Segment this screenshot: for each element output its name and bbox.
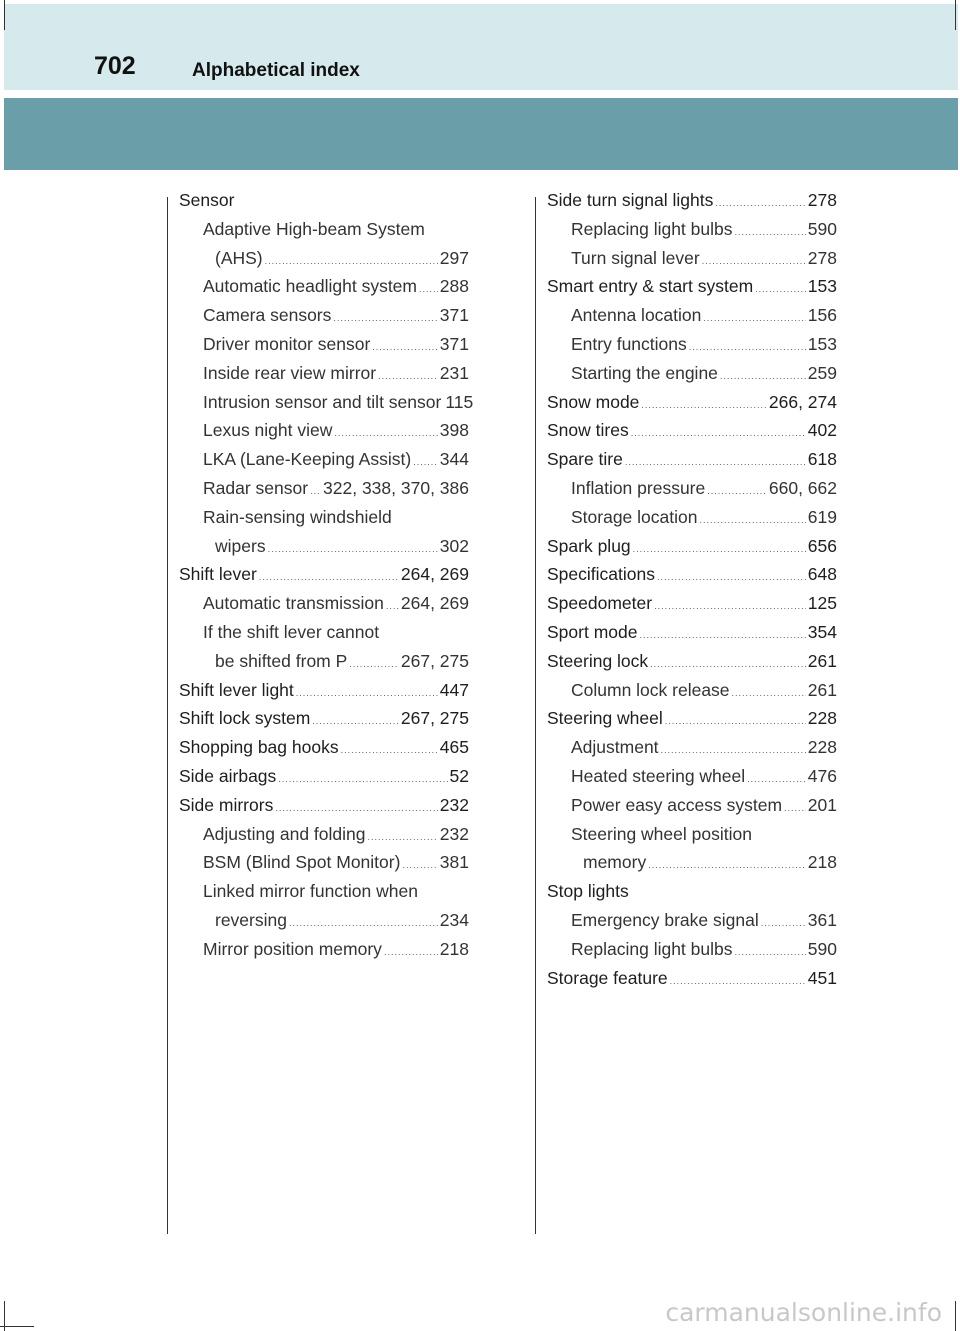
dot-leader xyxy=(755,282,806,296)
index-entry-label: Shift lever light xyxy=(179,679,294,700)
index-entry xyxy=(179,676,469,705)
index-entry-label: Stop lights xyxy=(547,881,629,902)
index-entry xyxy=(547,791,837,820)
dot-leader xyxy=(631,426,806,440)
index-entry-label: Antenna location xyxy=(571,305,702,326)
index-entry-label: Steering lock xyxy=(547,650,649,671)
index-entry xyxy=(179,820,469,849)
index-entry-pages: 590 xyxy=(807,938,837,959)
dot-leader xyxy=(720,369,806,383)
index-entry-label: Adjusting and folding xyxy=(203,823,366,844)
index-entry-label: Spark plug xyxy=(547,535,631,556)
dot-leader xyxy=(639,628,805,642)
index-entry-pages: 234 xyxy=(439,909,469,930)
section-title: Alphabetical index xyxy=(192,60,360,81)
index-entry-pages: 619 xyxy=(807,506,837,527)
crop-mark xyxy=(0,1326,34,1327)
index-entry xyxy=(179,791,469,820)
index-entry-pages: 231 xyxy=(439,362,469,383)
index-entry xyxy=(547,820,837,849)
dot-leader xyxy=(265,254,438,268)
index-entry xyxy=(179,762,469,791)
index-entry-pages: 656 xyxy=(807,535,837,556)
index-entry xyxy=(547,647,837,676)
dot-leader xyxy=(310,484,321,498)
index-entry xyxy=(179,388,474,417)
dot-leader xyxy=(333,311,437,325)
dot-leader xyxy=(334,426,437,440)
index-entry-label: Replacing light bulbs xyxy=(571,218,733,239)
index-entry-label: Storage location xyxy=(571,506,698,527)
index-entry xyxy=(179,244,469,273)
index-entry-label: Inflation pressure xyxy=(571,477,706,498)
index-entry-pages: 232 xyxy=(439,823,469,844)
index-entry-label: Driver monitor sensor xyxy=(203,333,371,354)
index-entry-pages: 259 xyxy=(807,362,837,383)
index-entry xyxy=(179,733,469,762)
index-entry xyxy=(547,416,837,445)
index-entry xyxy=(179,301,469,330)
dot-leader xyxy=(732,686,806,700)
index-entry-pages: 398 xyxy=(439,420,469,441)
dot-leader xyxy=(699,513,805,527)
index-entry-pages: 218 xyxy=(807,852,837,873)
index-entry-pages: 156 xyxy=(807,305,837,326)
index-entry-pages: 232 xyxy=(439,794,469,815)
dot-leader xyxy=(761,916,806,930)
index-entry xyxy=(179,330,469,359)
dot-leader xyxy=(275,801,437,815)
index-entry xyxy=(179,215,469,244)
index-entry-pages: 52 xyxy=(449,765,469,786)
index-entry xyxy=(179,704,469,733)
index-column-right xyxy=(547,186,837,992)
index-entry xyxy=(547,330,837,359)
index-entry-label: Sport mode xyxy=(547,621,638,642)
index-entry xyxy=(547,186,837,215)
index-entry-label: Side turn signal lights xyxy=(547,190,714,210)
index-entry xyxy=(547,445,837,474)
index-entry-label: (AHS) xyxy=(215,247,263,268)
index-entry-pages: 447 xyxy=(439,679,469,700)
dot-leader xyxy=(372,340,438,354)
index-entry xyxy=(547,906,837,935)
header-band xyxy=(4,98,958,170)
index-entry-pages: 125 xyxy=(807,593,837,614)
dot-leader xyxy=(784,801,806,815)
dot-leader xyxy=(349,657,399,671)
index-entry xyxy=(547,733,837,762)
index-entry-label: Entry functions xyxy=(571,333,687,354)
index-entry-label: Side mirrors xyxy=(179,794,274,815)
dot-leader xyxy=(703,311,805,325)
dot-leader xyxy=(650,657,806,671)
index-entry-pages: 402 xyxy=(807,420,837,441)
index-entry xyxy=(547,589,837,618)
index-entry xyxy=(547,762,837,791)
index-entry xyxy=(179,560,469,589)
index-entry xyxy=(179,416,469,445)
index-entry xyxy=(547,272,837,301)
index-entry-label: Turn signal lever xyxy=(571,247,700,268)
index-entry-pages: 261 xyxy=(807,679,837,700)
dot-leader xyxy=(641,398,766,412)
index-entry-label: be shifted from P xyxy=(215,650,348,671)
index-entry-label: If the shift lever cannot xyxy=(203,621,380,642)
index-entry-pages: 590 xyxy=(807,218,837,239)
index-entry-label: reversing xyxy=(215,909,287,930)
page-header xyxy=(4,4,958,90)
index-entry-label: Automatic transmission xyxy=(203,593,384,614)
dot-leader xyxy=(402,858,437,872)
dot-leader xyxy=(378,369,438,383)
index-entry-label: Power easy access system xyxy=(571,794,783,815)
index-entry xyxy=(179,503,469,532)
index-entry-label: Column lock release xyxy=(571,679,730,700)
index-entry-pages: 115 xyxy=(445,391,474,412)
index-entry-pages: 201 xyxy=(807,794,837,815)
dot-leader xyxy=(289,916,438,930)
index-entry-label: Sensor xyxy=(179,190,235,210)
index-entry-label: Lexus night view xyxy=(203,420,333,441)
index-entry-pages: 278 xyxy=(807,190,837,210)
index-entry xyxy=(179,906,469,935)
index-entry-label: Speedometer xyxy=(547,593,653,614)
dot-leader xyxy=(268,542,438,556)
index-entry-label: Steering wheel xyxy=(547,708,663,729)
index-entry xyxy=(179,445,469,474)
index-entry-pages: 218 xyxy=(439,938,469,959)
index-entry xyxy=(547,935,837,964)
index-entry-label: Spare tire xyxy=(547,449,623,470)
dot-leader xyxy=(625,455,806,469)
index-entry xyxy=(547,388,837,417)
index-entry-pages: 266, 274 xyxy=(768,391,837,412)
index-entry-pages: 465 xyxy=(439,737,469,758)
index-entry-pages: 228 xyxy=(807,737,837,758)
index-entry xyxy=(179,589,469,618)
dot-leader xyxy=(341,743,438,757)
index-entry-label: Shift lock system xyxy=(179,708,311,729)
index-entry-pages: 344 xyxy=(439,449,469,470)
index-entry-label: Camera sensors xyxy=(203,305,332,326)
right-column-divider xyxy=(535,197,536,1234)
index-entry-pages: 267, 275 xyxy=(400,708,469,729)
index-entry-pages: 660, 662 xyxy=(768,477,837,498)
index-entry xyxy=(547,877,837,906)
index-entry xyxy=(179,359,469,388)
dot-leader xyxy=(715,196,805,210)
index-entry-label: Snow mode xyxy=(547,391,640,412)
dot-leader xyxy=(665,714,806,728)
dot-leader xyxy=(259,570,399,584)
index-entry-label: Heated steering wheel xyxy=(571,765,746,786)
index-entry-label: Smart entry & start system xyxy=(547,276,754,297)
index-entry-pages: 153 xyxy=(807,333,837,354)
dot-leader xyxy=(735,945,806,959)
watermark: carmanualsonline.info xyxy=(665,1298,942,1327)
index-entry-pages: 476 xyxy=(807,765,837,786)
index-entry-pages: 381 xyxy=(439,852,469,873)
crop-mark xyxy=(955,0,956,30)
index-entry-pages: 297 xyxy=(439,247,469,268)
index-entry-label: Storage feature xyxy=(547,967,668,988)
index-entry-pages: 261 xyxy=(807,650,837,671)
index-entry-label: Side airbags xyxy=(179,765,277,786)
index-entry-label: Adjustment xyxy=(571,737,659,758)
index-entry xyxy=(547,676,837,705)
dot-leader xyxy=(702,254,806,268)
index-entry-label: wipers xyxy=(215,535,266,556)
index-entry-pages: 618 xyxy=(807,449,837,470)
index-entry-label: Automatic headlight system xyxy=(203,276,417,297)
index-entry-pages: 288 xyxy=(439,276,469,297)
dot-leader xyxy=(657,570,806,584)
dot-leader xyxy=(413,455,438,469)
crop-mark xyxy=(4,0,5,30)
dot-leader xyxy=(689,340,806,354)
index-entry-pages: 228 xyxy=(807,708,837,729)
dot-leader xyxy=(296,686,438,700)
index-entry xyxy=(179,532,469,561)
index-entry xyxy=(179,474,469,503)
index-entry-pages: 648 xyxy=(807,564,837,585)
index-entry xyxy=(547,215,837,244)
index-entry xyxy=(547,848,837,877)
index-entry-label: Adaptive High-beam System xyxy=(203,218,425,239)
dot-leader xyxy=(419,282,438,296)
index-entry-label: memory xyxy=(583,852,647,873)
index-entry xyxy=(179,618,469,647)
index-entry xyxy=(179,186,469,215)
index-entry-label: Snow tires xyxy=(547,420,629,441)
index-entry xyxy=(547,964,837,993)
index-entry xyxy=(179,935,469,964)
index-entry-pages: 264, 269 xyxy=(400,593,469,614)
index-entry-label: Rain-sensing windshield xyxy=(203,506,392,527)
index-entry-label: Linked mirror function when xyxy=(203,881,418,902)
dot-leader xyxy=(648,858,806,872)
index-entry xyxy=(547,359,837,388)
index-entry xyxy=(179,272,469,301)
index-entry-label: Inside rear view mirror xyxy=(203,362,377,383)
index-entry-label: Steering wheel position xyxy=(571,823,752,844)
dot-leader xyxy=(384,945,438,959)
dot-leader xyxy=(670,974,806,988)
index-entry-pages: 371 xyxy=(439,333,469,354)
index-entry xyxy=(547,704,837,733)
index-entry xyxy=(547,618,837,647)
dot-leader xyxy=(278,772,447,786)
index-entry xyxy=(547,560,837,589)
index-entry-pages: 354 xyxy=(807,621,837,642)
index-entry xyxy=(547,503,837,532)
index-entry-label: LKA (Lane-Keeping Assist) xyxy=(203,449,412,470)
index-entry-pages: 153 xyxy=(807,276,837,297)
dot-leader xyxy=(367,830,437,844)
index-entry-label: Shift lever xyxy=(179,564,257,585)
index-entry xyxy=(547,301,837,330)
index-entry-pages: 451 xyxy=(807,967,837,988)
index-entry-label: Emergency brake signal xyxy=(571,909,759,930)
index-entry-pages: 361 xyxy=(807,909,837,930)
index-entry-pages: 302 xyxy=(439,535,469,556)
index-entry-label: Intrusion sensor and tilt sensor xyxy=(203,391,442,412)
index-entry-label: Mirror position memory xyxy=(203,938,382,959)
index-entry-label: BSM (Blind Spot Monitor) xyxy=(203,852,401,873)
index-entry-pages: 278 xyxy=(807,247,837,268)
left-column-divider xyxy=(167,197,168,1234)
dot-leader xyxy=(312,714,399,728)
index-entry xyxy=(179,877,469,906)
index-entry-label: Shopping bag hooks xyxy=(179,737,339,758)
index-entry xyxy=(547,474,837,503)
dot-leader xyxy=(707,484,767,498)
index-entry-pages: 371 xyxy=(439,305,469,326)
index-entry-label: Radar sensor xyxy=(203,477,309,498)
page-number: 702 xyxy=(94,52,136,80)
index-entry-pages: 264, 269 xyxy=(400,564,469,585)
index-entry xyxy=(547,244,837,273)
index-entry xyxy=(179,848,469,877)
index-column-left xyxy=(179,186,474,964)
dot-leader xyxy=(654,599,806,613)
index-entry-pages: 322, 338, 370, 386 xyxy=(323,477,469,498)
index-entry-label: Specifications xyxy=(547,564,655,585)
index-entry-label: Replacing light bulbs xyxy=(571,938,733,959)
index-entry xyxy=(547,532,837,561)
dot-leader xyxy=(735,225,806,239)
dot-leader xyxy=(747,772,806,786)
dot-leader xyxy=(386,599,399,613)
index-entry xyxy=(179,647,469,676)
index-entry-label: Starting the engine xyxy=(571,362,718,383)
dot-leader xyxy=(661,743,806,757)
index-entry-pages: 267, 275 xyxy=(400,650,469,671)
crop-mark xyxy=(955,1301,956,1331)
dot-leader xyxy=(633,542,806,556)
